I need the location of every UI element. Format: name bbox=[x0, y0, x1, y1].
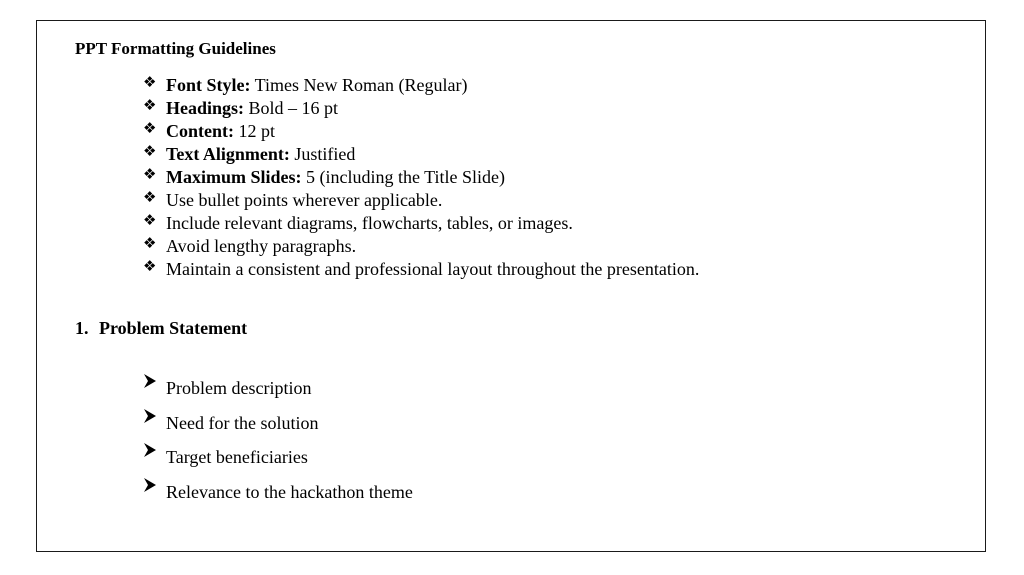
guideline-item bbox=[143, 212, 699, 235]
four-diamond-icon: ❖ bbox=[143, 165, 157, 183]
list-item bbox=[143, 480, 413, 515]
four-diamond-icon: ❖ bbox=[143, 73, 157, 91]
list-item-text: Problem description bbox=[166, 378, 312, 398]
arrowhead-icon bbox=[143, 477, 157, 493]
guideline-label: Headings: bbox=[166, 98, 245, 118]
guideline-item bbox=[143, 143, 699, 166]
list-item-text: Need for the solution bbox=[166, 412, 319, 433]
section-heading bbox=[75, 317, 247, 339]
list-item bbox=[143, 376, 413, 411]
list-item bbox=[143, 411, 413, 446]
four-diamond-icon: ❖ bbox=[143, 119, 157, 137]
guideline-label: Content: bbox=[166, 121, 234, 141]
section-number: 1. bbox=[75, 318, 89, 338]
guideline-item bbox=[143, 120, 699, 143]
arrowhead-icon bbox=[143, 442, 157, 458]
list-item bbox=[143, 445, 413, 480]
four-diamond-icon: ❖ bbox=[143, 234, 157, 252]
guideline-item bbox=[143, 235, 699, 258]
list-item-text: Target beneficiaries bbox=[166, 447, 308, 467]
problem-statement-list bbox=[143, 376, 413, 514]
guideline-label: Font Style: bbox=[166, 75, 251, 95]
guideline-text: 5 (including the Title Slide) bbox=[301, 167, 506, 187]
four-diamond-icon: ❖ bbox=[143, 211, 157, 229]
guideline-text: Include relevant diagrams, flowcharts, tables, or images. bbox=[166, 213, 573, 233]
arrowhead-icon bbox=[143, 408, 157, 424]
guideline-item bbox=[143, 189, 699, 212]
section-title: Problem Statement bbox=[99, 318, 248, 338]
guideline-text: Justified bbox=[289, 144, 356, 164]
guideline-text: 12 pt bbox=[234, 121, 276, 141]
guideline-text: Avoid lengthy paragraphs. bbox=[166, 236, 357, 256]
four-diamond-icon: ❖ bbox=[143, 188, 157, 206]
guideline-item bbox=[143, 166, 699, 189]
four-diamond-icon: ❖ bbox=[143, 257, 157, 275]
guidelines-list bbox=[143, 74, 699, 281]
page-title: PPT Formatting Guidelines bbox=[75, 39, 276, 58]
guideline-label: Text Alignment: bbox=[166, 144, 290, 164]
guideline-item bbox=[143, 74, 699, 97]
arrowhead-icon bbox=[143, 373, 157, 389]
guideline-text: Maintain a consistent and professional layout throughout the presentation. bbox=[166, 259, 700, 279]
guideline-label: Maximum Slides: bbox=[166, 167, 302, 187]
guideline-text: Use bullet points wherever applicable. bbox=[166, 190, 443, 210]
guideline-item bbox=[143, 97, 699, 120]
guideline-item bbox=[143, 258, 699, 281]
guideline-text: Bold – 16 pt bbox=[244, 98, 339, 118]
list-item-text: Relevance to the hackathon theme bbox=[166, 481, 413, 502]
four-diamond-icon: ❖ bbox=[143, 96, 157, 114]
four-diamond-icon: ❖ bbox=[143, 142, 157, 160]
guideline-text: Times New Roman (Regular) bbox=[250, 75, 468, 95]
